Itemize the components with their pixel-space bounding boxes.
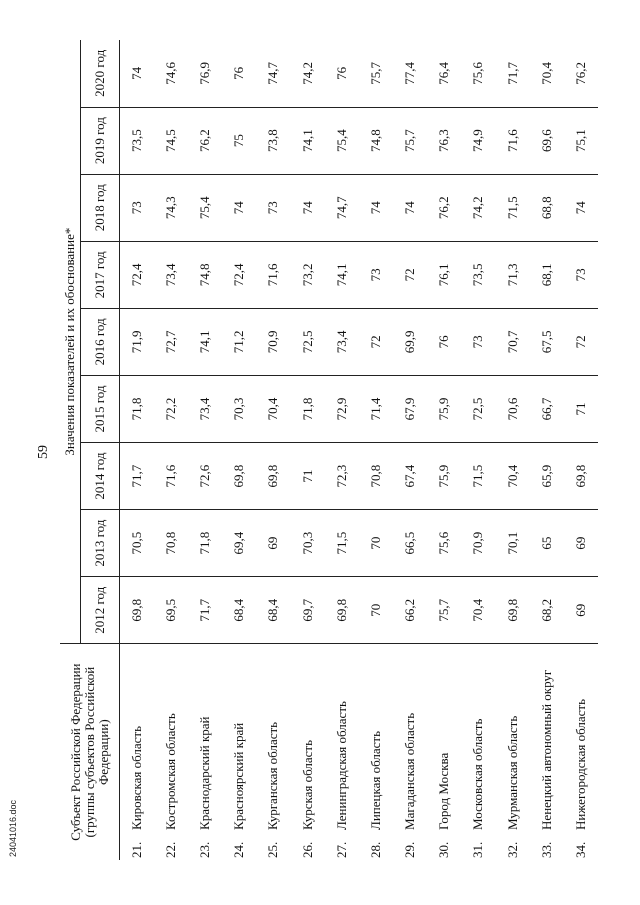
table-row xyxy=(188,40,222,860)
value-cell: 70,4 xyxy=(496,443,530,510)
year-header: 2015 год xyxy=(81,375,120,442)
subject-name: Ленинградская область xyxy=(325,644,359,834)
value-cell: 72 xyxy=(564,308,598,375)
value-cell: 74,9 xyxy=(461,107,495,174)
value-cell: 65 xyxy=(530,510,564,577)
value-cell: 74,2 xyxy=(461,174,495,241)
year-header: 2019 год xyxy=(81,107,120,174)
value-cell: 70,4 xyxy=(256,375,290,442)
value-cell: 71,8 xyxy=(290,375,324,442)
value-cell: 72,5 xyxy=(290,308,324,375)
table-row xyxy=(290,40,324,860)
subject-name: Магаданская область xyxy=(393,644,427,834)
value-cell: 66,5 xyxy=(393,510,427,577)
year-header: 2014 год xyxy=(81,443,120,510)
table-row xyxy=(496,40,530,860)
table-body xyxy=(120,40,599,860)
value-cell: 71,6 xyxy=(256,241,290,308)
subject-column-header: Субъект Российской Федерации (группы субъектов Российской Федерации) xyxy=(60,644,120,860)
table-header xyxy=(60,40,120,860)
row-number: 21. xyxy=(128,841,144,858)
value-cell: 73,2 xyxy=(290,241,324,308)
value-cell: 70,8 xyxy=(154,510,188,577)
value-cell: 74 xyxy=(359,174,393,241)
value-cell: 69,8 xyxy=(564,443,598,510)
subject-name: Город Москва xyxy=(427,644,461,834)
value-cell: 69,8 xyxy=(256,443,290,510)
row-number: 26. xyxy=(299,841,315,858)
row-number: 27. xyxy=(333,841,349,858)
value-cell: 72,9 xyxy=(325,375,359,442)
row-number: 31. xyxy=(470,841,486,858)
value-cell: 74,6 xyxy=(154,40,188,107)
subject-name: Мурманская область xyxy=(496,644,530,834)
value-cell: 67,5 xyxy=(530,308,564,375)
value-cell: 74,1 xyxy=(290,107,324,174)
value-cell: 74,7 xyxy=(256,40,290,107)
value-cell: 70,9 xyxy=(461,510,495,577)
value-cell: 72,5 xyxy=(461,375,495,442)
value-cell: 72 xyxy=(393,241,427,308)
value-cell: 71,5 xyxy=(325,510,359,577)
value-cell: 74,1 xyxy=(188,308,222,375)
row-number: 32. xyxy=(504,841,520,858)
value-cell: 73,4 xyxy=(154,241,188,308)
table-row xyxy=(325,40,359,860)
year-header: 2016 год xyxy=(81,308,120,375)
value-cell: 74,8 xyxy=(188,241,222,308)
row-number: 33. xyxy=(538,841,554,858)
value-cell: 75,6 xyxy=(427,510,461,577)
value-cell: 71,6 xyxy=(496,107,530,174)
value-cell: 71,2 xyxy=(222,308,256,375)
table-row xyxy=(393,40,427,860)
value-cell: 72,7 xyxy=(154,308,188,375)
value-cell: 69,9 xyxy=(393,308,427,375)
value-cell: 75,4 xyxy=(325,107,359,174)
value-cell: 69,7 xyxy=(290,577,324,644)
value-cell: 76,2 xyxy=(564,40,598,107)
value-cell: 67,4 xyxy=(393,443,427,510)
value-cell: 73 xyxy=(359,241,393,308)
subject-name: Красноярский край xyxy=(222,644,256,834)
value-cell: 74 xyxy=(393,174,427,241)
value-cell: 71 xyxy=(564,375,598,442)
value-cell: 72,6 xyxy=(188,443,222,510)
value-cell: 75,7 xyxy=(359,40,393,107)
value-cell: 74 xyxy=(564,174,598,241)
value-cell: 68,4 xyxy=(256,577,290,644)
value-cell: 74 xyxy=(120,40,154,107)
row-number: 22. xyxy=(162,841,178,858)
value-cell: 73 xyxy=(256,174,290,241)
value-cell: 69,6 xyxy=(530,107,564,174)
value-cell: 69 xyxy=(564,577,598,644)
row-number: 30. xyxy=(436,841,452,858)
year-header: 2017 год xyxy=(81,241,120,308)
value-cell: 70 xyxy=(359,510,393,577)
value-cell: 71,7 xyxy=(188,577,222,644)
table-row xyxy=(154,40,188,860)
value-cell: 71 xyxy=(290,443,324,510)
value-cell: 75 xyxy=(222,107,256,174)
value-cell: 72,4 xyxy=(120,241,154,308)
value-cell: 77,4 xyxy=(393,40,427,107)
value-cell: 69,5 xyxy=(154,577,188,644)
page-number: 59 xyxy=(36,445,51,459)
value-cell: 71,4 xyxy=(359,375,393,442)
value-cell: 75,7 xyxy=(393,107,427,174)
year-header: 2012 год xyxy=(81,577,120,644)
value-cell: 69,8 xyxy=(222,443,256,510)
subject-name: Московская область xyxy=(461,644,495,834)
value-cell: 69 xyxy=(256,510,290,577)
table-row xyxy=(427,40,461,860)
value-cell: 68,2 xyxy=(530,577,564,644)
value-cell: 73,8 xyxy=(256,107,290,174)
value-cell: 72 xyxy=(359,308,393,375)
value-cell: 65,9 xyxy=(530,443,564,510)
value-cell: 69,8 xyxy=(120,577,154,644)
value-cell: 71,7 xyxy=(120,443,154,510)
value-cell: 69,4 xyxy=(222,510,256,577)
value-cell: 70,3 xyxy=(222,375,256,442)
value-cell: 71,8 xyxy=(120,375,154,442)
value-cell: 68,4 xyxy=(222,577,256,644)
value-cell: 73,4 xyxy=(325,308,359,375)
value-cell: 70,4 xyxy=(461,577,495,644)
value-cell: 66,7 xyxy=(530,375,564,442)
value-cell: 70,5 xyxy=(120,510,154,577)
value-cell: 74,2 xyxy=(290,40,324,107)
value-cell: 73 xyxy=(461,308,495,375)
value-cell: 70,9 xyxy=(256,308,290,375)
value-cell: 74,1 xyxy=(325,241,359,308)
row-number: 29. xyxy=(402,841,418,858)
row-number: 25. xyxy=(265,841,281,858)
value-cell: 74 xyxy=(222,174,256,241)
subject-name: Костромская область xyxy=(154,644,188,834)
year-header: 2013 год xyxy=(81,510,120,577)
value-cell: 75,9 xyxy=(427,375,461,442)
value-cell: 72,3 xyxy=(325,443,359,510)
table-row xyxy=(359,40,393,860)
row-number: 34. xyxy=(573,841,589,858)
value-cell: 76,9 xyxy=(188,40,222,107)
value-cell: 73 xyxy=(120,174,154,241)
value-cell: 72,2 xyxy=(154,375,188,442)
life-expectancy-table xyxy=(60,40,598,860)
value-cell: 75,4 xyxy=(188,174,222,241)
value-cell: 70,6 xyxy=(496,375,530,442)
value-cell: 74,5 xyxy=(154,107,188,174)
value-cell: 75,7 xyxy=(427,577,461,644)
table-row xyxy=(256,40,290,860)
value-cell: 76,4 xyxy=(427,40,461,107)
value-cell: 71,3 xyxy=(496,241,530,308)
value-cell: 71,7 xyxy=(496,40,530,107)
value-cell: 70,3 xyxy=(290,510,324,577)
value-cell: 75,1 xyxy=(564,107,598,174)
value-cell: 74 xyxy=(290,174,324,241)
value-cell: 68,8 xyxy=(530,174,564,241)
value-cell: 71,9 xyxy=(120,308,154,375)
value-cell: 74,7 xyxy=(325,174,359,241)
table-row xyxy=(461,40,495,860)
value-cell: 66,2 xyxy=(393,577,427,644)
value-cell: 74,8 xyxy=(359,107,393,174)
value-cell: 72,4 xyxy=(222,241,256,308)
value-cell: 74,3 xyxy=(154,174,188,241)
value-cell: 70,8 xyxy=(359,443,393,510)
value-cell: 71,6 xyxy=(154,443,188,510)
value-cell: 69,8 xyxy=(496,577,530,644)
value-cell: 73,4 xyxy=(188,375,222,442)
year-header: 2020 год xyxy=(81,40,120,107)
value-cell: 69,8 xyxy=(325,577,359,644)
value-cell: 76 xyxy=(222,40,256,107)
value-cell: 73 xyxy=(564,241,598,308)
value-cell: 67,9 xyxy=(393,375,427,442)
row-number: 23. xyxy=(196,841,212,858)
value-cell: 71,5 xyxy=(461,443,495,510)
value-cell: 71,8 xyxy=(188,510,222,577)
value-cell: 76 xyxy=(427,308,461,375)
values-group-header: Значения показателей и их обоснование* xyxy=(60,40,81,644)
table-row xyxy=(120,40,154,860)
value-cell: 75,6 xyxy=(461,40,495,107)
value-cell: 75,9 xyxy=(427,443,461,510)
value-cell: 76,3 xyxy=(427,107,461,174)
value-cell: 70,7 xyxy=(496,308,530,375)
value-cell: 68,1 xyxy=(530,241,564,308)
row-number: 28. xyxy=(367,841,383,858)
value-cell: 73,5 xyxy=(461,241,495,308)
year-header: 2018 год xyxy=(81,174,120,241)
table-row xyxy=(530,40,564,860)
value-cell: 70,4 xyxy=(530,40,564,107)
subject-name: Нижегородская область xyxy=(564,644,598,834)
row-number: 24. xyxy=(231,841,247,858)
value-cell: 69 xyxy=(564,510,598,577)
value-cell: 76,1 xyxy=(427,241,461,308)
value-cell: 76,2 xyxy=(188,107,222,174)
value-cell: 70,1 xyxy=(496,510,530,577)
subject-name: Кировская область xyxy=(120,644,154,834)
footer-document-code: 24041016.doc xyxy=(8,799,18,857)
subject-name: Липецкая область xyxy=(359,644,393,834)
table-row xyxy=(564,40,598,860)
subject-name: Курганская область xyxy=(256,644,290,834)
value-cell: 76 xyxy=(325,40,359,107)
subject-name: Краснодарский край xyxy=(188,644,222,834)
value-cell: 76,2 xyxy=(427,174,461,241)
rotated-table-container xyxy=(60,40,588,860)
value-cell: 71,5 xyxy=(496,174,530,241)
subject-name: Курская область xyxy=(290,644,324,834)
value-cell: 70 xyxy=(359,577,393,644)
table-row xyxy=(222,40,256,860)
value-cell: 73,5 xyxy=(120,107,154,174)
subject-name: Ненецкий автономный округ xyxy=(530,644,564,834)
